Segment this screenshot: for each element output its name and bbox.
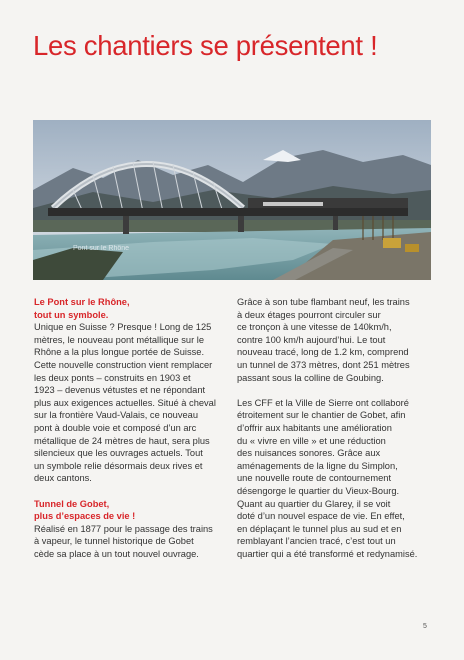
page-title: Les chantiers se présentent ! — [33, 30, 378, 61]
bridge-photo — [33, 120, 431, 280]
paragraph-cff-sierre: Les CFF et la Ville de Sierre ont collaboré étroitement sur le chantier de Gobet, afin d’offrir aux habitants une amélioration du « vivre en ville » et une réduction des nuisances sonores. Grâce aux aménagements de la ligne du Simplon, une nouvelle route de contournement désengorge le quartier du Vieux-Bourg. Quant au quartier du Glarey, il se voit doté d’un nouvel espace de vie. En effet, en déplaçant le tunnel plus au sud et en remblayant l’ancien tracé, c’est tout un quartier qui a été transformé et redynamisé. — [237, 397, 418, 559]
photo-caption: Pont sur le Rhône — [73, 245, 130, 252]
section-heading-tunnel: Tunnel de Gobet, plus d’espaces de vie ! — [34, 498, 136, 522]
bridge-photo-illustration — [33, 120, 431, 280]
paragraph-tunnel: Réalisé en 1877 pour le passage des trains à vapeur, le tunnel historique de Gobet cède sa place à un tout nouvel ouvrage. — [34, 523, 213, 559]
left-column — [34, 296, 234, 560]
page-number: 5 — [423, 623, 427, 630]
section-heading-pont: Le Pont sur le Rhône, tout un symbole. — [34, 297, 130, 320]
paragraph-pont: Unique en Suisse ? Presque ! Long de 125 mètres, le nouveau pont métallique sur le Rhône a la plus longue portée de Suisse. Cette nouvelle construction vient remplacer les deux ponts – construits en 1903 et 1923 – devenus vétustes et ne répondant plus aux exigences actuelles. Situé à cheval sur la frontière Vaud-Valais, ce nouveau pont à double voie et composé d’un arc métallique de 24 mètres de haut, sera plus silencieux que les ouvrages actuels. Tout un symbole relie désormais deux rives et deux cantons. — [34, 322, 216, 484]
paragraph-trains: Grâce à son tube flambant neuf, les trains à deux étages pourront circuler sur ce tronçon à une vitesse de 140km/h, contre 100 km/h aujourd’hui. Le tout nouveau tracé, long de 1.2 km, comprend un tunnel de 373 mètres, dont 251 mètres passant sous la colline de Goubing. — [237, 297, 410, 383]
right-column — [237, 296, 437, 560]
